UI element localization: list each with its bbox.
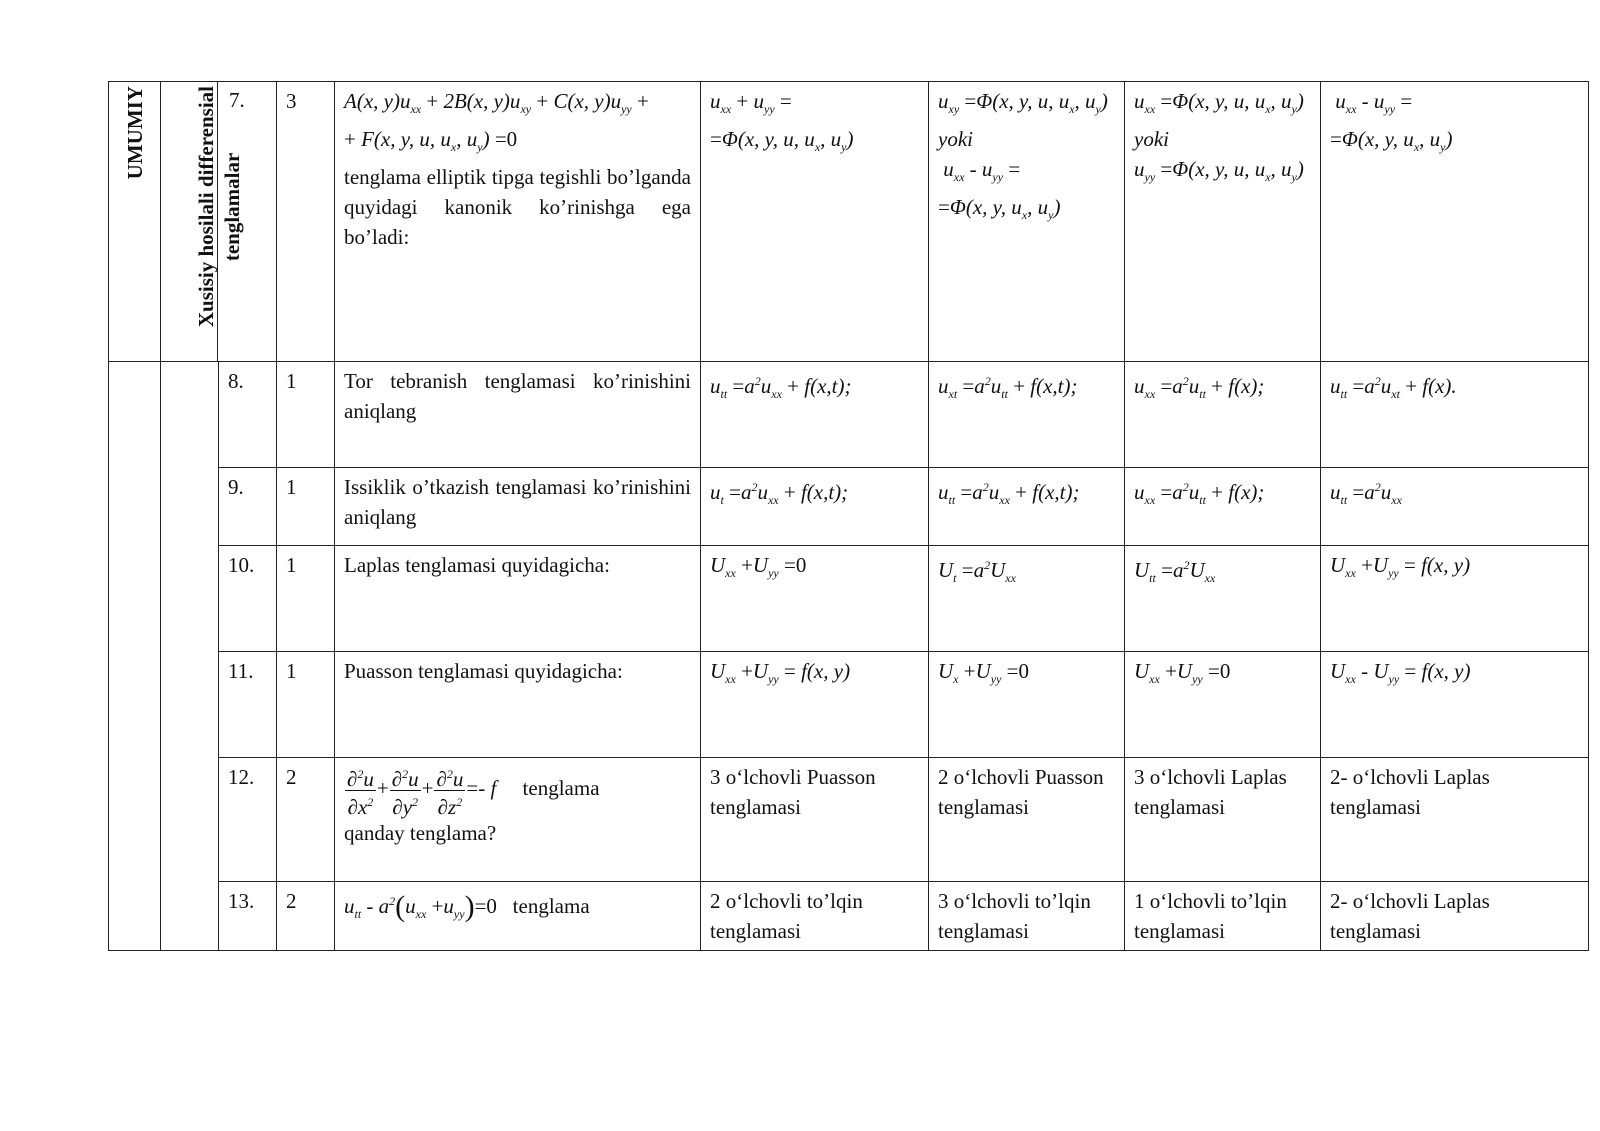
option-a: $u_{tt} =a^2u_{xx} + f(x,t)$; bbox=[701, 362, 929, 468]
question-formula: $\frac{\partial^2u}{\partial x^2}$ + $\frac{\partial^2u}{\partial y^2}$ + $\frac{\partial^2u}{\partial z^2}$ =- f bbox=[344, 776, 502, 800]
topic-cell bbox=[161, 82, 277, 362]
table-row bbox=[109, 652, 1589, 758]
option-d: $u_{xx} - u_{yy}$ = =Φ(x, y, $u_x$, $u_y$) bbox=[1321, 82, 1589, 362]
question-formula: + F(x, y, u, $u_x$, $u_y) =0$ bbox=[344, 127, 518, 154]
option-a: $U_{xx} +U_{yy} = f(x$, y) bbox=[701, 652, 929, 758]
option-a: $u_{xx} + u_{yy}$ = =Φ(x, y, u, $u_x$, $u_y$) bbox=[701, 82, 929, 362]
question-number: 8. bbox=[219, 362, 277, 468]
option-b: $U_t =a^2U_{xx}$ bbox=[929, 546, 1125, 652]
question-number: 10. bbox=[219, 546, 277, 652]
question-text: Laplas tenglamasi quyidagicha: bbox=[335, 546, 701, 652]
question-level: 1 bbox=[277, 362, 335, 468]
question-cell bbox=[335, 758, 701, 882]
topic-cell-empty bbox=[161, 362, 219, 951]
option-d: 2- o‘lchovli Laplas tenglamasi bbox=[1321, 882, 1589, 951]
table-row bbox=[109, 82, 1589, 362]
question-level: 2 bbox=[277, 882, 335, 951]
category-cell-empty bbox=[109, 362, 161, 951]
question-number: 13. bbox=[219, 882, 277, 951]
option-c: $u_{xx} =a^2u_{tt} + f(x)$; bbox=[1125, 468, 1321, 546]
question-level: 1 bbox=[277, 468, 335, 546]
category-label: UMUMIY bbox=[122, 86, 147, 180]
option-c: 3 o‘lchovli Laplas tenglamasi bbox=[1125, 758, 1321, 882]
option-a: 3 o‘lchovli Puasson tenglamasi bbox=[701, 758, 929, 882]
option-b: $U_x +U_{yy} =0$ bbox=[929, 652, 1125, 758]
category-cell bbox=[109, 82, 161, 362]
question-level: 1 bbox=[277, 652, 335, 758]
question-suffix: tenglama bbox=[512, 894, 590, 918]
option-c: $U_{tt} =a^2U_{xx}$ bbox=[1125, 546, 1321, 652]
option-a: 2 o‘lchovli to’lqin tenglamasi bbox=[701, 882, 929, 951]
table-row bbox=[109, 758, 1589, 882]
question-text: qanday tenglama? bbox=[344, 820, 497, 845]
option-c: $u_{xx} =\Phi(x$, y, u, $u_x$, $u_y$) yoki $u_{yy} =\Phi(x$, y, u, $u_x$, $u_y$) bbox=[1125, 82, 1321, 362]
question-cell bbox=[335, 82, 701, 362]
option-d: $U_{xx} - U_{yy} = f(x$, y) bbox=[1321, 652, 1589, 758]
question-number: 11. bbox=[219, 652, 277, 758]
question-text: tenglama elliptik tipga tegishli bo’lganda quyidagi kanonik ko’rinishga ega bo’ladi: bbox=[344, 165, 691, 249]
option-a: $U_{xx} +U_{yy} =0$ bbox=[701, 546, 929, 652]
option-d: $u_{tt} =a^2u_{xx}$ bbox=[1321, 468, 1589, 546]
question-level: 3 bbox=[277, 82, 335, 362]
question-text: Issiklik o’tkazish tenglamasi ko’rinishini aniqlang bbox=[335, 468, 701, 546]
option-b: 3 o‘lchovli to’lqin tenglamasi bbox=[929, 882, 1125, 951]
question-suffix: tenglama bbox=[522, 776, 600, 800]
question-cell bbox=[335, 882, 701, 951]
table-row bbox=[109, 546, 1589, 652]
question-number: 9. bbox=[219, 468, 277, 546]
question-table bbox=[108, 81, 1589, 951]
question-number: 7. bbox=[225, 85, 249, 115]
question-level: 1 bbox=[277, 546, 335, 652]
option-d: $U_{xx} +U_{yy} = f(x$, y) bbox=[1321, 546, 1589, 652]
option-c: $U_{xx} +U_{yy} =0$ bbox=[1125, 652, 1321, 758]
option-c: 1 o‘lchovli to’lqin tenglamasi bbox=[1125, 882, 1321, 951]
question-number: 12. bbox=[219, 758, 277, 882]
question-text: Tor tebranish tenglamasi ko’rinishini aniqlang bbox=[335, 362, 701, 468]
question-formula: A(x, $y)u_{xx} + 2B(x$, $y)u_{xy} + C(x$, $y)u_{yy}$ + bbox=[344, 89, 649, 116]
option-a: $u_t =a^2u_{xx} + f(x,t)$; bbox=[701, 468, 929, 546]
table-row bbox=[109, 468, 1589, 546]
option-d: $u_{tt} =a^2u_{xt} + f(x)$. bbox=[1321, 362, 1589, 468]
question-level: 2 bbox=[277, 758, 335, 882]
question-formula: $u_{tt} - a^2(u_{xx} +u_{yy})=0$ bbox=[344, 890, 497, 923]
topic-label: Xusisiy hosilali differensial tenglamalar bbox=[193, 86, 244, 328]
option-b: 2 o‘lchovli Puasson tenglamasi bbox=[929, 758, 1125, 882]
table-row bbox=[109, 362, 1589, 468]
option-b: $u_{tt} =a^2u_{xx} + f(x,t)$; bbox=[929, 468, 1125, 546]
option-b: $u_{xy} =\Phi(x$, y, u, $u_x$, $u_y$) yoki $u_{xx} - u_{yy}$ = =Φ(x, y, $u_x$, $u_y$) bbox=[929, 82, 1125, 362]
question-text: Puasson tenglamasi quyidagicha: bbox=[335, 652, 701, 758]
option-b: $u_{xt} =a^2u_{tt} + f(x,t)$; bbox=[929, 362, 1125, 468]
option-d: 2- o‘lchovli Laplas tenglamasi bbox=[1321, 758, 1589, 882]
table-row bbox=[109, 882, 1589, 951]
column-divider bbox=[217, 81, 218, 361]
option-c: $u_{xx} =a^2u_{tt} + f(x)$; bbox=[1125, 362, 1321, 468]
